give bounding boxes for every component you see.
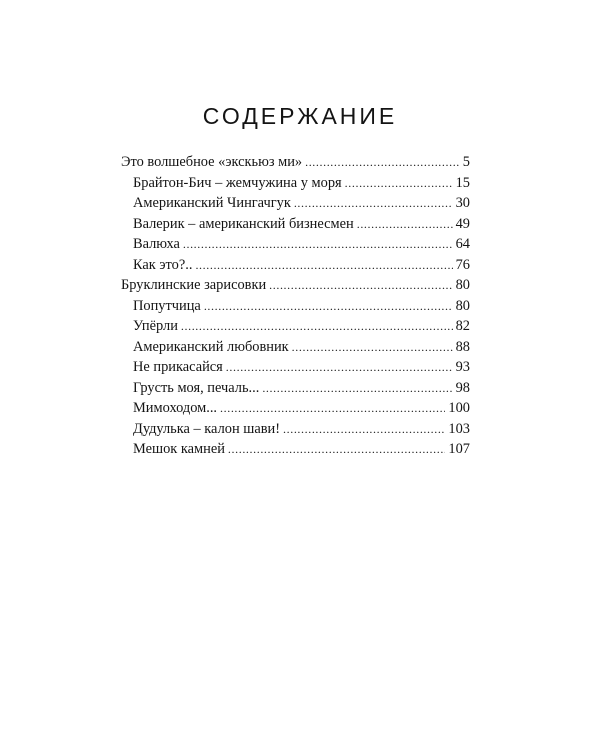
toc-entry-page: 107	[448, 441, 470, 457]
toc-entry[interactable]	[121, 234, 470, 255]
toc-entry-page: 93	[455, 359, 470, 375]
toc-entry[interactable]	[121, 152, 470, 173]
toc-entry-page: 49	[455, 215, 470, 232]
toc-entry[interactable]	[121, 398, 470, 419]
dot-leader	[262, 378, 452, 399]
toc-entry-title: Американский любовник	[133, 338, 289, 355]
toc-entry-title: Мешок камней	[133, 441, 225, 457]
toc-entry-page: 82	[455, 318, 470, 334]
toc-entry[interactable]	[121, 357, 470, 378]
toc-entry-page: 98	[455, 379, 470, 396]
toc-entry-page: 64	[455, 236, 470, 252]
dot-leader	[183, 234, 453, 255]
page-title: СОДЕРЖАНИЕ	[202, 103, 398, 129]
toc-entry-title: Брайтон-Бич – жемчужина у моря	[133, 174, 342, 191]
dot-leader	[305, 152, 460, 173]
toc-entry[interactable]	[121, 173, 470, 194]
toc-entry-title: Дудулька – калон шави!	[133, 420, 281, 437]
toc-entry-title: Грусть моя, печаль...	[133, 379, 260, 396]
toc-entry-page: 5	[462, 154, 470, 170]
toc-entry[interactable]	[121, 193, 470, 214]
toc-entry-title: Упёрли	[133, 318, 178, 334]
toc-entry-page: 80	[455, 277, 470, 293]
toc-entry[interactable]	[121, 378, 470, 399]
toc-entry[interactable]	[121, 337, 470, 358]
toc-entry-title: Не прикасайся	[133, 359, 223, 375]
toc-entry-page: 88	[455, 338, 470, 355]
toc-entry-title: Как это?..	[133, 256, 193, 273]
toc-entry-title: Мимоходом...	[133, 400, 218, 416]
toc-entry-page: 100	[448, 400, 470, 416]
toc-entry-page: 80	[455, 297, 470, 314]
dot-leader	[226, 357, 453, 378]
toc-entry[interactable]	[121, 316, 470, 337]
toc-entry[interactable]	[121, 275, 470, 296]
toc-entry-page: 30	[455, 195, 470, 211]
dot-leader	[195, 255, 452, 276]
dot-leader	[357, 214, 453, 235]
toc-entry-title: Это волшебное «экскьюз ми»	[121, 154, 303, 170]
dot-leader	[181, 316, 453, 337]
dot-leader	[204, 296, 453, 317]
dot-leader	[292, 337, 453, 358]
toc-entry-title: Валюха	[133, 236, 180, 252]
toc-entry-title: Американский Чингачгук	[133, 195, 291, 211]
toc-entry[interactable]	[121, 255, 470, 276]
toc-entry-title: Попутчица	[133, 297, 201, 314]
toc-entry-title: Валерик – американский бизнесмен	[133, 215, 354, 232]
dot-leader	[283, 419, 445, 440]
table-of-contents	[121, 152, 470, 460]
dot-leader	[228, 439, 445, 460]
toc-entry-page: 103	[448, 420, 470, 437]
toc-entry[interactable]	[121, 214, 470, 235]
toc-entry-page: 76	[455, 256, 470, 273]
dot-leader	[220, 398, 445, 419]
dot-leader	[294, 193, 453, 214]
toc-entry-title: Бруклинские зарисовки	[121, 277, 267, 293]
dot-leader	[269, 275, 452, 296]
toc-entry[interactable]	[121, 296, 470, 317]
toc-entry-page: 15	[455, 174, 470, 191]
toc-entry[interactable]	[121, 419, 470, 440]
toc-entry[interactable]	[121, 439, 470, 460]
dot-leader	[345, 173, 453, 194]
